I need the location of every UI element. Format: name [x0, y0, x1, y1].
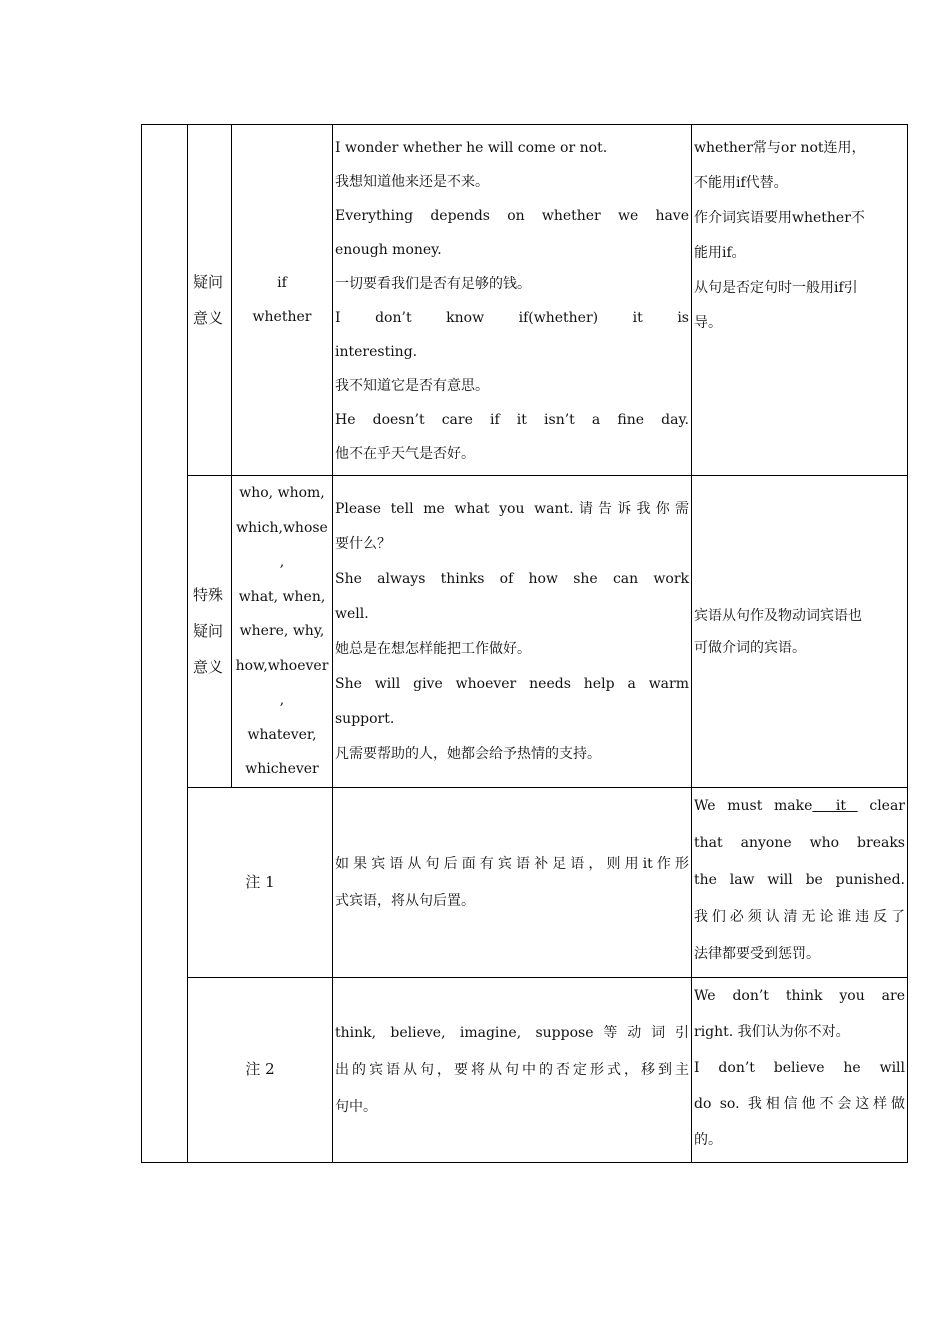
category-label: 意义: [193, 309, 224, 327]
conjunction-word: ,: [279, 554, 285, 570]
note2-description-line: 出的宾语从句，要将从句中的否定形式，移到主: [335, 1062, 689, 1078]
example-line: interesting.: [335, 344, 418, 360]
category-label: 疑问: [193, 622, 224, 641]
note1-example-line: that anyone who breaks: [694, 834, 905, 851]
note2-example-line: 的。: [694, 1131, 722, 1148]
example-line: 我想知道他来还是不来。: [335, 174, 489, 190]
grammar-table: [141, 124, 908, 1163]
note1-example-line: We must make it clear: [694, 797, 905, 814]
usage-note-line: 从句是否定句时一般用if引: [694, 280, 858, 296]
note2-label: 注 2: [245, 1060, 275, 1078]
usage-note-line: 可做介词的宾语。: [694, 640, 806, 657]
note2-example-line: I don’t believe he will: [694, 1059, 905, 1076]
conjunction-word: whatever,: [247, 726, 317, 743]
example-line: I wonder whether he will come or not.: [335, 140, 608, 156]
note1-description-line: 式宾语，将从句后置。: [335, 893, 475, 909]
usage-note-cell: [692, 476, 908, 788]
left-blank-column: [142, 125, 188, 1163]
note1-example-line: 我们必须认清无论谁违反了: [694, 908, 905, 925]
table-row: [142, 977, 908, 1162]
conjunction-word: whether: [252, 309, 312, 325]
conjunction-word: which,whose: [236, 519, 328, 536]
category-label: 疑问: [193, 273, 224, 291]
note2-description-line: think, believe, imagine, suppose等动词引: [335, 1025, 689, 1041]
example-line: 一切要看我们是否有足够的钱。: [335, 276, 531, 292]
example-cell: [333, 125, 692, 476]
example-line: 凡需要帮助的人，她都会给予热情的支持。: [335, 746, 601, 763]
note1-label: 注 1: [245, 872, 275, 891]
category-cell: [188, 125, 232, 476]
usage-note-line: 不能用if代替。: [694, 175, 788, 191]
usage-note-line: 宾语从句作及物动词宾语也: [694, 608, 862, 625]
note-description-cell: [333, 787, 692, 977]
example-line: enough money.: [335, 242, 442, 258]
example-line: She always thinks of how she can work: [335, 571, 689, 588]
note-description-cell: [333, 977, 692, 1162]
example-line: well.: [335, 606, 369, 623]
note1-example-line: the law will be punished.: [694, 871, 905, 888]
note1-description-line: 如果宾语从句后面有宾语补足语，则用it作形: [335, 856, 689, 872]
usage-note-cell: [692, 125, 908, 476]
it-underlined: it: [812, 797, 858, 814]
note-example-cell: [692, 787, 908, 977]
conjunction-word: how,whoever: [235, 657, 329, 674]
note1-example-line: 法律都要受到惩罚。: [694, 945, 820, 962]
example-line: He doesn’t care if it isn’t a fine day.: [335, 412, 689, 428]
usage-note-line: whether常与or not连用，: [694, 140, 866, 156]
conjunction-word: what, when,: [238, 588, 326, 605]
example-line: 我不知道它是否有意思。: [335, 378, 489, 394]
table-row: [142, 125, 908, 476]
note2-description-line: 句中。: [335, 1099, 377, 1115]
usage-note-line: 导。: [694, 315, 722, 331]
table-row: [142, 476, 908, 788]
example-line: 要什么？: [335, 536, 391, 553]
conjunction-word: who, whom,: [239, 485, 325, 501]
conjunction-word: where, why,: [239, 623, 325, 639]
usage-note-line: 作介词宾语要用whether不: [694, 210, 865, 226]
example-line: support.: [335, 711, 395, 728]
note-label-cell: [188, 787, 333, 977]
example-line: I don’t know if(whether) it is: [335, 310, 689, 326]
note2-example-line: We don’t think you are: [694, 987, 905, 1004]
category-label: 特殊: [193, 586, 224, 605]
example-line: She will give whoever needs help a warm: [335, 676, 689, 693]
conjunction-cell: [232, 125, 333, 476]
table-row: [142, 787, 908, 977]
conjunction-word: ,: [279, 692, 285, 708]
conjunction-cell: [232, 476, 333, 788]
example-line: 她总是在想怎样能把工作做好。: [335, 641, 531, 658]
example-cell: [333, 476, 692, 788]
usage-note-line: 能用if。: [694, 245, 746, 261]
conjunction-word: whichever: [245, 761, 319, 777]
note2-example-line: right. 我们认为你不对。: [694, 1023, 850, 1040]
note-label-cell: [188, 977, 333, 1162]
note-example-cell: [692, 977, 908, 1162]
note2-example-line: do so. 我相信他不会这样做: [694, 1095, 905, 1112]
conjunction-word: if: [277, 275, 287, 291]
example-line: Everything depends on whether we have: [335, 208, 689, 224]
example-line: Please tell me what you want.请告诉我你需: [335, 501, 689, 518]
category-cell: [188, 476, 232, 788]
category-label: 意义: [193, 658, 224, 677]
example-line: 他不在乎天气是否好。: [335, 446, 475, 462]
